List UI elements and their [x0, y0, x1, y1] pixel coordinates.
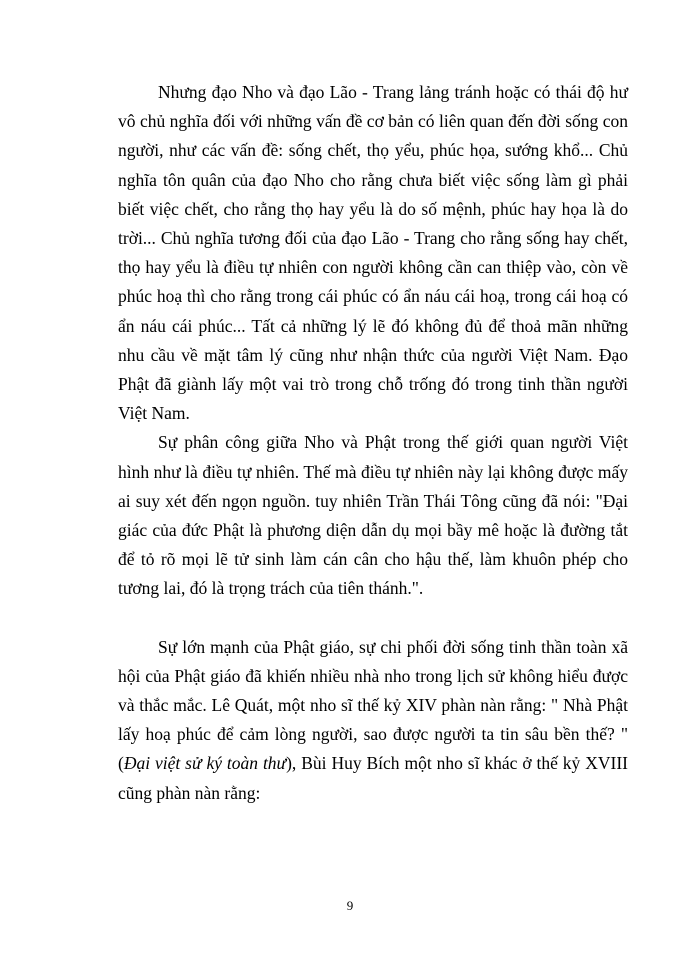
paragraph-3-text-after: ), Bùi Huy Bích một nho sĩ khác ở thế kỷ XVIII cũng phàn nàn rằng: — [118, 753, 628, 803]
book-title-citation: Đại việt sử ký toàn thư — [123, 753, 287, 774]
paragraph-spacer — [118, 604, 628, 633]
page-number: 9 — [346, 898, 354, 913]
paragraph-2: Sự phân công giữa Nho và Phật trong thế giới quan người Việt hình như là điều tự nhiên. Thế mà điều tự nhiên này lại không được mấy ai suy xét đến ngọn nguồn. tuy nhiên Trần Thái Tông cũng đã nói: "Đại giác của đức Phật là phương diện dẫn dụ mọi bầy mê hoặc là đường tắt để tỏ rõ mọi lẽ tử sinh làm cán cân cho hậu thế, làm khuôn phép cho tương lai, đó là trọng trách của tiên thánh.". — [118, 432, 628, 599]
paragraph-3-text-before: Sự lớn mạnh của Phật giáo, sự chi phối đời sống tinh thần toàn xã hội của Phật giáo đã khiến nhiều nhà nho trong lịch sử không hiểu được và thắc mắc. Lê Quát, một nho sĩ thế kỷ XIV phàn nàn rằng: " Nhà Phật lấy hoạ phúc để cảm lòng người, sao được người ta tin sâu bền thế? " ( — [118, 636, 628, 774]
paragraph-3 — [118, 633, 628, 808]
body-text — [118, 78, 628, 808]
paragraph-1: Nhưng đạo Nho và đạo Lão - Trang lảng tránh hoặc có thái độ hư vô chủ nghĩa đối với những vấn đề cơ bản có liên quan đến đời sống con người, như các vấn đề: sống chết, thọ yểu, phúc họa, sướng khổ... Chủ nghĩa tôn quân của đạo Nho cho rằng chưa biết việc sống làm gì phải biết việc chết, cho rằng thọ hay yểu là do số mệnh, phúc hay họa là do trời... Chủ nghĩa tương đối của đạo Lão - Trang cho rằng sống hay chết, thọ hay yểu là điều tự nhiên con người không cần can thiệp vào, còn về phúc hoạ thì cho rằng trong cái phúc có ẩn náu cái hoạ, trong cái hoạ có ẩn náu cái phúc... Tất cả những lý lẽ đó không đủ để thoả mãn những nhu cầu về mặt tâm lý cũng như nhận thức của người Việt Nam. Đạo Phật đã giành lấy một vai trò trong chỗ trống đó trong tinh thần người Việt Nam. — [118, 82, 628, 424]
